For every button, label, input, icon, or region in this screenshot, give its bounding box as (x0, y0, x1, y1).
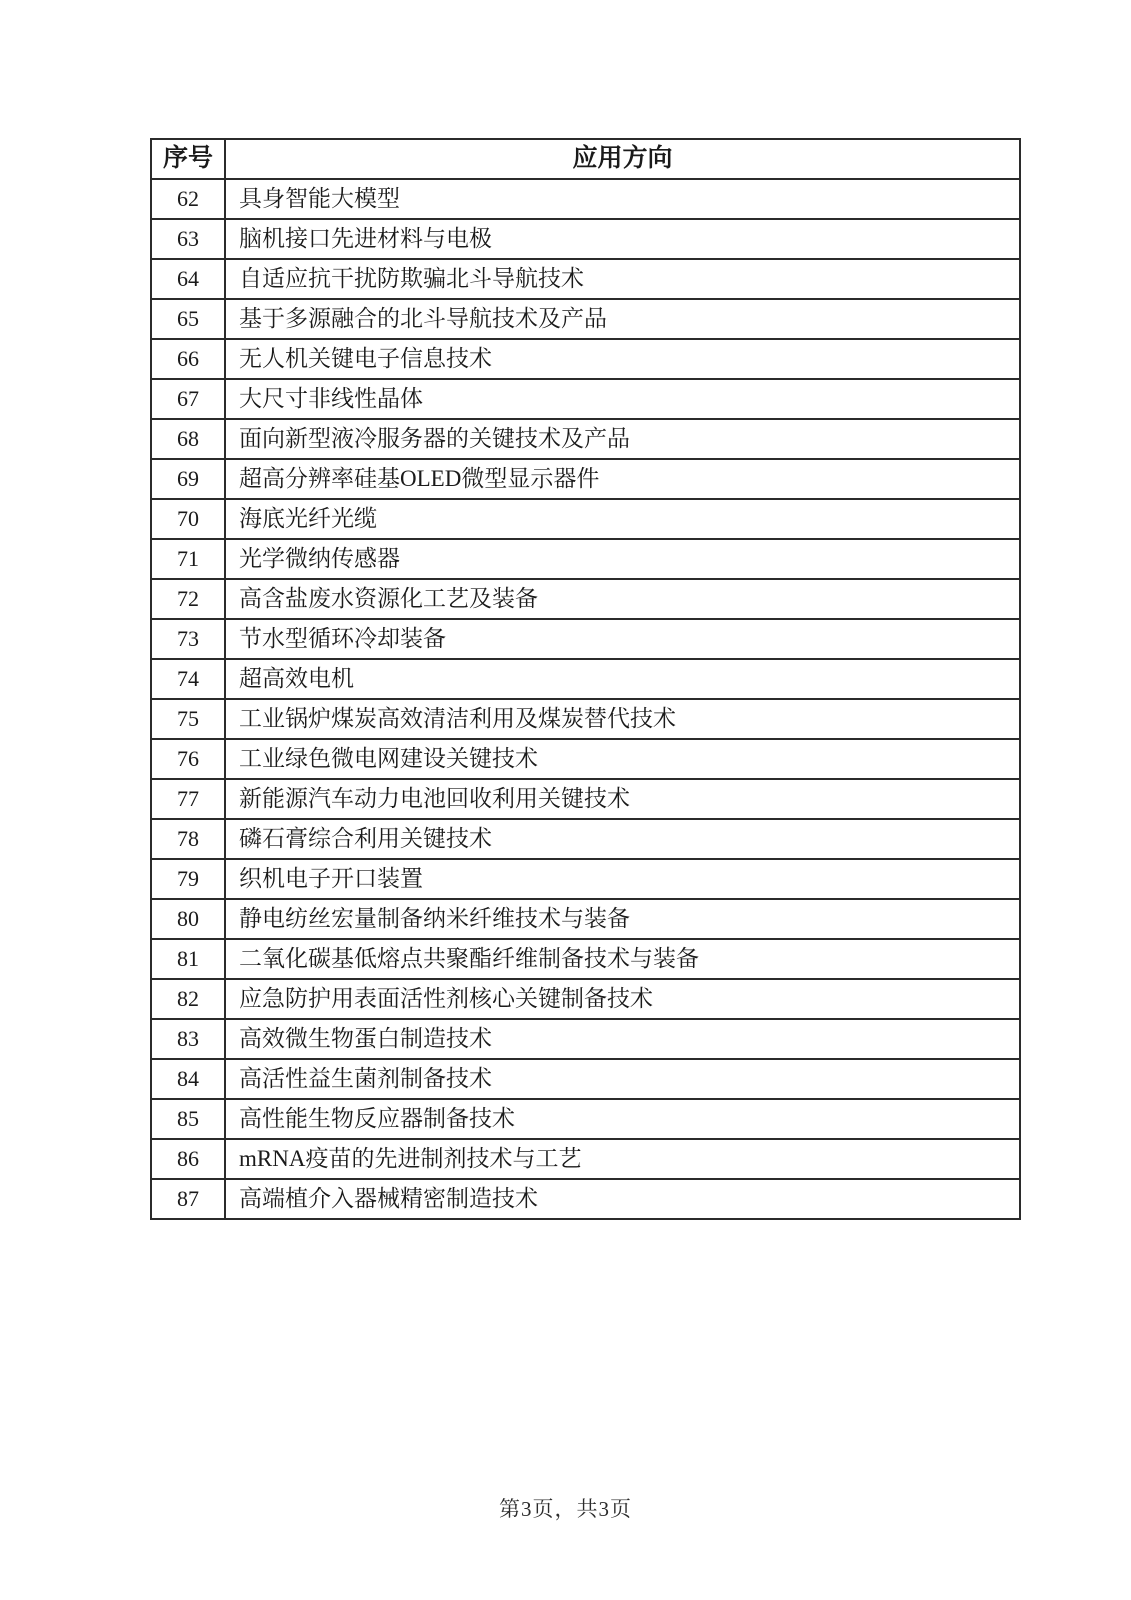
row-direction: 新能源汽车动力电池回收利用关键技术 (225, 779, 1020, 819)
row-direction: 静电纺丝宏量制备纳米纤维技术与装备 (225, 899, 1020, 939)
row-number: 69 (151, 459, 225, 499)
table-row (151, 659, 1020, 699)
page-number-footer: 第3页，共3页 (499, 1497, 632, 1521)
table-row (151, 859, 1020, 899)
table-row (151, 299, 1020, 339)
row-number: 87 (151, 1179, 225, 1219)
row-direction: 面向新型液冷服务器的关键技术及产品 (225, 419, 1020, 459)
table-row (151, 459, 1020, 499)
row-number: 75 (151, 699, 225, 739)
row-direction: 工业锅炉煤炭高效清洁利用及煤炭替代技术 (225, 699, 1020, 739)
row-direction: 织机电子开口装置 (225, 859, 1020, 899)
table-row (151, 339, 1020, 379)
column-header-index: 序号 (151, 139, 225, 179)
table-row (151, 739, 1020, 779)
row-number: 82 (151, 979, 225, 1019)
table-row (151, 619, 1020, 659)
table-row (151, 1179, 1020, 1219)
table-row (151, 819, 1020, 859)
table-body (151, 179, 1020, 1219)
table-row (151, 539, 1020, 579)
row-number: 65 (151, 299, 225, 339)
table-row (151, 779, 1020, 819)
table-row (151, 419, 1020, 459)
row-direction: 高性能生物反应器制备技术 (225, 1099, 1020, 1139)
row-number: 66 (151, 339, 225, 379)
row-number: 71 (151, 539, 225, 579)
row-number: 63 (151, 219, 225, 259)
row-direction: 脑机接口先进材料与电极 (225, 219, 1020, 259)
row-direction: 光学微纳传感器 (225, 539, 1020, 579)
row-number: 73 (151, 619, 225, 659)
table-row (151, 1059, 1020, 1099)
row-number: 83 (151, 1019, 225, 1059)
table-row (151, 1139, 1020, 1179)
table-row (151, 699, 1020, 739)
row-number: 68 (151, 419, 225, 459)
row-number: 81 (151, 939, 225, 979)
row-direction: 二氧化碳基低熔点共聚酯纤维制备技术与装备 (225, 939, 1020, 979)
row-number: 79 (151, 859, 225, 899)
table-row (151, 259, 1020, 299)
table-row (151, 1019, 1020, 1059)
table-row (151, 1099, 1020, 1139)
row-number: 67 (151, 379, 225, 419)
table-header (151, 139, 1020, 179)
row-direction: 海底光纤光缆 (225, 499, 1020, 539)
row-direction: 高含盐废水资源化工艺及装备 (225, 579, 1020, 619)
table-row (151, 219, 1020, 259)
row-direction: 基于多源融合的北斗导航技术及产品 (225, 299, 1020, 339)
row-number: 62 (151, 179, 225, 219)
row-direction: 无人机关键电子信息技术 (225, 339, 1020, 379)
row-direction: 高活性益生菌剂制备技术 (225, 1059, 1020, 1099)
column-header-direction: 应用方向 (225, 139, 1020, 179)
table-row (151, 179, 1020, 219)
application-direction-table (150, 138, 1021, 1220)
row-number: 84 (151, 1059, 225, 1099)
row-number: 85 (151, 1099, 225, 1139)
row-direction: 大尺寸非线性晶体 (225, 379, 1020, 419)
row-number: 78 (151, 819, 225, 859)
table-row (151, 939, 1020, 979)
row-direction: 工业绿色微电网建设关键技术 (225, 739, 1020, 779)
row-number: 74 (151, 659, 225, 699)
table-row (151, 899, 1020, 939)
row-direction: 超高分辨率硅基OLED微型显示器件 (225, 459, 1020, 499)
row-direction: 节水型循环冷却装备 (225, 619, 1020, 659)
row-direction: 高效微生物蛋白制造技术 (225, 1019, 1020, 1059)
row-number: 64 (151, 259, 225, 299)
row-direction: 高端植介入器械精密制造技术 (225, 1179, 1020, 1219)
row-direction: 应急防护用表面活性剂核心关键制备技术 (225, 979, 1020, 1019)
table-row (151, 499, 1020, 539)
row-direction: 自适应抗干扰防欺骗北斗导航技术 (225, 259, 1020, 299)
table-row (151, 379, 1020, 419)
row-direction: 超高效电机 (225, 659, 1020, 699)
row-number: 86 (151, 1139, 225, 1179)
table-row (151, 979, 1020, 1019)
row-number: 76 (151, 739, 225, 779)
table-row (151, 579, 1020, 619)
header-row (151, 139, 1020, 179)
row-number: 70 (151, 499, 225, 539)
row-number: 80 (151, 899, 225, 939)
row-direction: 磷石膏综合利用关键技术 (225, 819, 1020, 859)
row-number: 77 (151, 779, 225, 819)
row-direction: 具身智能大模型 (225, 179, 1020, 219)
row-direction: mRNA疫苗的先进制剂技术与工艺 (225, 1139, 1020, 1179)
row-number: 72 (151, 579, 225, 619)
